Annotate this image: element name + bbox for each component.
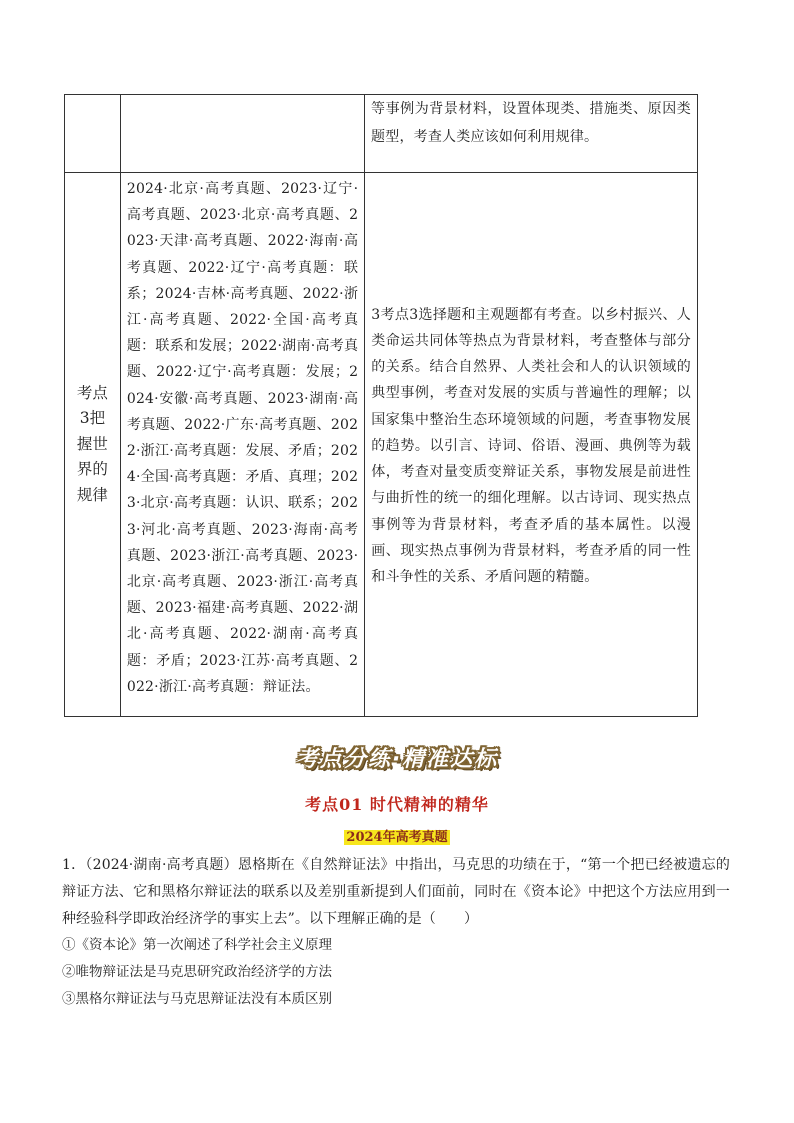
cell-text [121,95,364,98]
cell-text: 3考点3选择题和主观题都有考查。以乡村振兴、人类命运共同体等热点为背景材料，考查整体与部分的关系。结合自然界、人类社会和人的认识领域的典型事例，考查对发展的实质与普遍性的理解；以国家集中整治生态环境领域的问题，考查事物发展的趋势。以引言、诗词、俗语、漫画、典例等为载体，考查对量变质变辩证关系，事物发展是前进性与曲折性的统一的细化理解。以古诗词、现实热点事例等为背景材料，考查矛盾的基本属性。以漫画、现实热点事例为背景材料，考查矛盾的同一性和斗争性的关系、矛盾问题的精髓。 [371,306,691,585]
option-2: ②唯物辩证法是马克思研究政治经济学的方法 [62,964,332,980]
table-cell-analysis [365,95,698,173]
table-cell-sources [120,95,364,173]
question-options [62,932,730,1013]
option-3: ③黑格尔辩证法与马克思辩证法没有本质区别 [62,991,332,1007]
question-stem: 1．（2024·湖南·高考真题）恩格斯在《自然辩证法》中指出，马克思的功绩在于，“第一个把已经被遗忘的辩证方法、它和黑格尔辩证法的联系以及差别重新提到人们面前，同时在《资本论》中把这个方法应用到一种经验科学即政治经济学的事实上去”。以下理解正确的是（ ） [62,857,730,927]
cell-text [65,95,120,98]
year-label [0,826,794,845]
table-cell-sources [120,173,364,717]
table-cell-topic [65,95,121,173]
cell-text: 2024·北京·高考真题、2023·辽宁·高考真题、2023·北京·高考真题、2023·天津·高考真题、2022·海南·高考真题、2022·辽宁·高考真题：联系；2024·吉林·高考真题、2022·浙江·高考真题、2022·全国·高考真题：联系和发展；2022·湖南·高考真题、2022·辽宁·高考真题：发展；2024·安徽·高考真题、2023·湖南·高考真题、2022·广东·高考真题、2022·浙江·高考真题：发展、矛盾；2024·全国·高考真题：矛盾、真理；2023·北京·高考真题：认识、联系；2023·河北·高考真题、2023·海南·高考真题、2023·浙江·高考真题、2023·北京·高考真题、2023·浙江·高考真题、2023·福建·高考真题、2022·湖北·高考真题、2022·湖南·高考真题：矛盾；2023·江苏·高考真题、2022·浙江·高考真题：辩证法。 [126,181,359,695]
option-1: ①《资本论》第一次阐述了科学社会主义原理 [62,937,332,953]
cell-text: 等事例为背景材料，设置体现类、措施类、原因类题型，考查人类应该如何利用规律。 [371,101,691,145]
criteria-table [64,172,698,717]
year-label-text: 2024年高考真题 [346,830,448,845]
table-row [65,173,698,717]
section-banner: 考点分练·精准达标 [295,747,499,772]
section-title: 考点01 时代精神的精华 [305,795,489,814]
table-cell-analysis [365,173,698,717]
criteria-table-top [64,94,698,173]
table-cell-topic [65,173,121,717]
topic-label: 考点3把握世界的规律 [76,383,108,504]
table-row [65,95,698,173]
